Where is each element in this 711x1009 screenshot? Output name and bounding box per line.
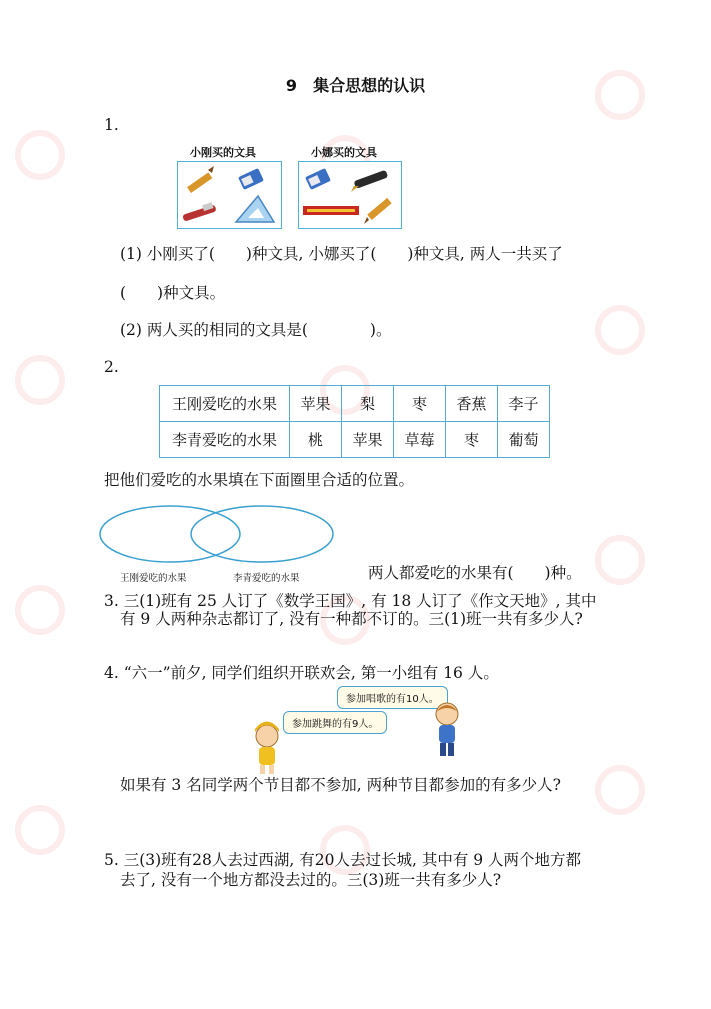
q2-number: 2.: [104, 358, 119, 376]
stationery-right: [299, 162, 401, 228]
table-row: [160, 386, 550, 422]
table-cell: 枣: [394, 386, 446, 422]
table-cell: 梨: [342, 386, 394, 422]
q1-line1: (1) 小刚买了( )种文具, 小娜买了( )种文具, 两人一共买了: [120, 245, 563, 263]
table-cell: 王刚爱吃的水果: [160, 386, 290, 422]
speech-bubble-dance: 参加跳舞的有9人。: [283, 711, 387, 734]
page-title: [0, 78, 711, 94]
table-cell: 苹果: [342, 422, 394, 458]
fruit-table: [159, 385, 550, 458]
q1-number: 1.: [104, 116, 119, 134]
q1-box-right: [298, 161, 402, 229]
title-text: 集合思想的认识: [313, 76, 426, 95]
q3-line1: 3. 三(1)班有 25 人订了《数学王国》, 有 18 人订了《作文天地》, 其中: [104, 592, 597, 610]
ruler-icon: [303, 206, 359, 215]
venn-label-right: 李青爱吃的水果: [233, 573, 300, 584]
table-cell: 李子: [498, 386, 550, 422]
q1-line3: (2) 两人买的相同的文具是( )。: [120, 321, 392, 339]
pencil-icon: [364, 198, 392, 224]
boy-student-icon: [429, 700, 465, 758]
q1-box-left: [177, 161, 282, 229]
q1-line2: ( )种文具。: [120, 284, 226, 302]
fountain-pen-icon: [351, 170, 388, 192]
venn-circle-left: [100, 506, 240, 562]
q1-caption-left: 小刚买的文具: [190, 146, 256, 159]
table-cell: 草莓: [394, 422, 446, 458]
q1-caption-right: 小娜买的文具: [311, 146, 377, 159]
pencil-icon: [187, 166, 214, 193]
q4-line2: 如果有 3 名同学两个节目都不参加, 两种节目都参加的有多少人?: [120, 776, 561, 794]
table-cell: 枣: [446, 422, 498, 458]
q3-line2: 有 9 人两种杂志都订了, 没有一种都不订的。三(1)班一共有多少人?: [120, 610, 583, 628]
venn-diagram: [98, 503, 338, 565]
table-cell: 香蕉: [446, 386, 498, 422]
table-cell: 葡萄: [498, 422, 550, 458]
venn-label-left: 王刚爱吃的水果: [120, 573, 187, 584]
table-row: [160, 422, 550, 458]
triangle-ruler-icon: [236, 196, 274, 222]
eraser-icon: [238, 168, 264, 190]
stationery-left: [178, 162, 281, 228]
q2-both-answer: 两人都爱吃的水果有( )种。: [368, 564, 582, 582]
q5-line1: 5. 三(3)班有28人去过西湖, 有20人去过长城, 其中有 9 人两个地方都: [104, 851, 582, 869]
title-number: 9: [285, 76, 298, 95]
q5-line2: 去了, 没有一个地方都没去过的。三(3)班一共有多少人?: [120, 871, 502, 889]
girl-student-icon: [247, 720, 287, 776]
eraser-icon: [305, 168, 331, 190]
pen-icon: [182, 202, 216, 221]
q4-line1: 4. “六一”前夕, 同学们组织开联欢会, 第一小组有 16 人。: [104, 664, 499, 682]
table-cell: 李青爱吃的水果: [160, 422, 290, 458]
table-cell: 苹果: [290, 386, 342, 422]
table-cell: 桃: [290, 422, 342, 458]
venn-circle-right: [191, 506, 333, 562]
q2-instruction: 把他们爱吃的水果填在下面圈里合适的位置。: [104, 471, 415, 489]
speech-bubble-sing: 参加唱歌的有10人。: [337, 686, 448, 709]
